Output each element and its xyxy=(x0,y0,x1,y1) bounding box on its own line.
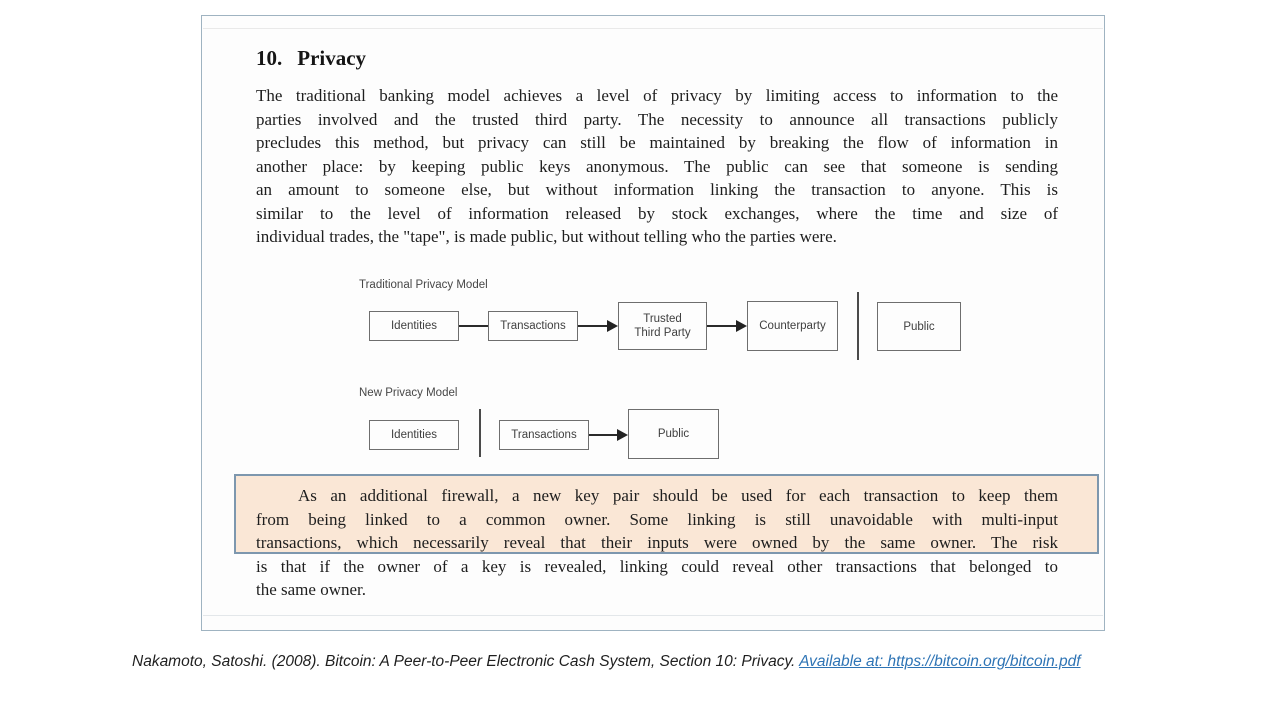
connector-line xyxy=(459,325,488,327)
box-label: Trusted xyxy=(643,313,682,325)
paragraph-line: another place: by keeping public keys anonymous. The public can see that someone is sending xyxy=(256,156,1058,176)
identities-box: Identities xyxy=(369,311,459,341)
counterparty-box: Counterparty xyxy=(747,301,838,351)
transactions-box: Transactions xyxy=(488,311,578,341)
paragraph-line: similar to the level of information released by stock exchanges, where the time and size of xyxy=(256,203,1058,223)
page-footer-divider xyxy=(203,615,1103,616)
diagram-label: Traditional Privacy Model xyxy=(359,279,488,291)
paragraph-line: transactions, which necessarily reveal that their inputs were owned by the same owner. The risk xyxy=(256,533,1058,552)
section-number: 10. xyxy=(256,46,283,70)
document-page xyxy=(201,15,1105,631)
paragraph-line: an amount to someone else, but without information linking the transaction to anyone. This is xyxy=(256,180,1058,199)
paragraph-line: parties involved and the trusted third party. The necessity to announce all transactions publicly xyxy=(256,109,1058,129)
connector-line xyxy=(578,325,608,327)
paragraph-line: The traditional banking model achieves a level of privacy by limiting access to information to the xyxy=(256,86,1058,105)
paragraph-line: As an additional firewall, a new key pair should be used for each transaction to keep them xyxy=(298,486,1058,505)
arrow-right-icon xyxy=(607,320,618,332)
box-label: Third Party xyxy=(634,327,691,339)
trusted-third-party-box xyxy=(618,302,707,350)
section-title: Privacy xyxy=(297,46,367,70)
arrow-right-icon xyxy=(617,429,628,441)
divider-bar xyxy=(479,409,481,457)
paragraph-2 xyxy=(256,484,1058,602)
public-box: Public xyxy=(877,302,961,351)
identities-box: Identities xyxy=(369,420,459,450)
citation xyxy=(132,652,1232,672)
divider-bar xyxy=(857,292,859,360)
page-top-divider xyxy=(203,28,1103,29)
paragraph-1 xyxy=(256,84,1058,249)
citation-link[interactable]: Available at: https://bitcoin.org/bitcoin.pdf xyxy=(799,653,1081,670)
section-heading xyxy=(256,45,366,71)
transactions-box: Transactions xyxy=(499,420,589,450)
connector-line xyxy=(707,325,736,327)
paragraph-line: individual trades, the "tape", is made public, but without telling who the parties were. xyxy=(256,227,837,246)
paragraph-line: from being linked to a common owner. Some linking is still unavoidable with multi-input xyxy=(256,509,1058,529)
public-box: Public xyxy=(628,409,719,459)
paragraph-line: is that if the owner of a key is revealed, linking could reveal other transactions that belonged to xyxy=(256,556,1058,576)
connector-line xyxy=(589,434,617,436)
citation-text: Nakamoto, Satoshi. (2008). Bitcoin: A Peer-to-Peer Electronic Cash System, Section 10: Privacy. xyxy=(132,653,800,670)
paragraph-line: precludes this method, but privacy can still be maintained by breaking the flow of information in xyxy=(256,133,1058,152)
arrow-right-icon xyxy=(736,320,747,332)
paragraph-line: the same owner. xyxy=(256,580,366,599)
diagram-label: New Privacy Model xyxy=(359,387,458,399)
